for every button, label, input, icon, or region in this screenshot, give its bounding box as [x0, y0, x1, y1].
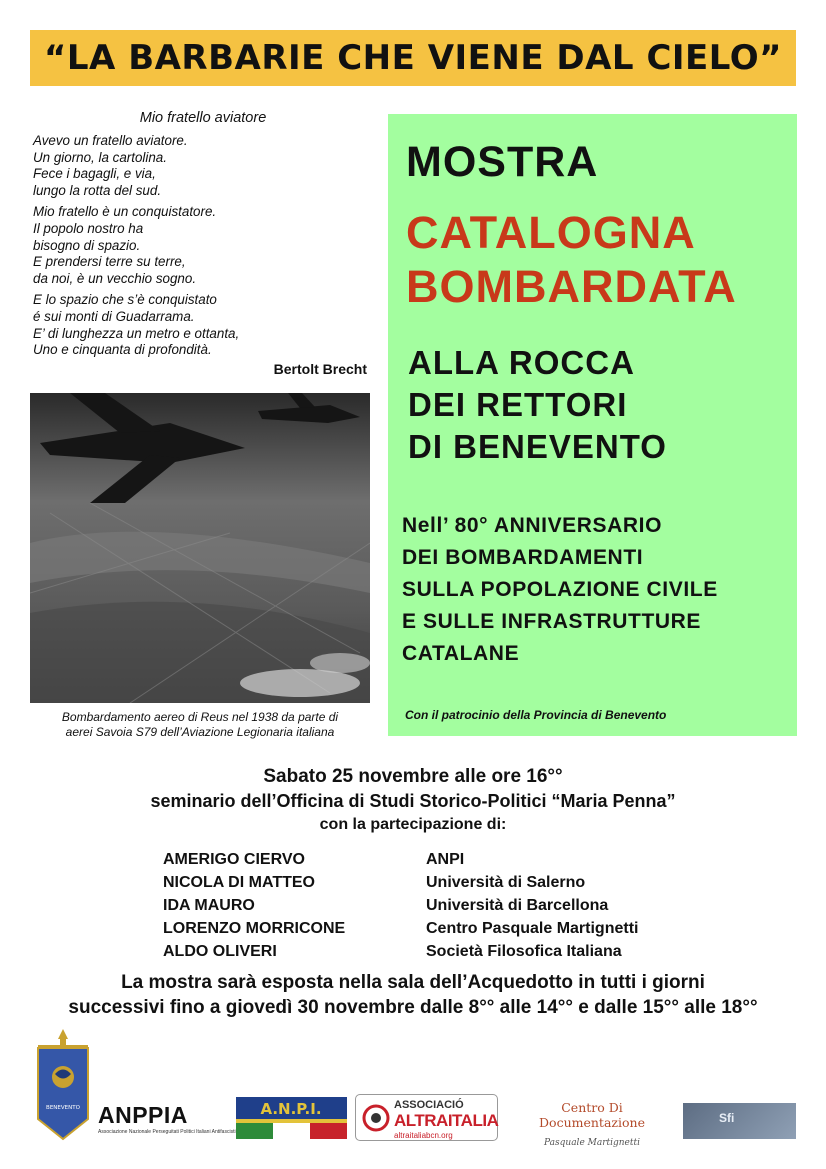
- sfi-logo: Sfi: [683, 1103, 796, 1139]
- poem-title: Mio fratello aviatore: [139, 110, 267, 126]
- anpi-label: A.N.P.I.: [260, 1100, 322, 1118]
- photo-caption: Bombardamento aereo di Reus nel 1938 da parte di aerei Savoia S79 dell’Aviazione Legionaria italiana: [61, 710, 339, 739]
- speakers-list: [163, 848, 638, 963]
- speaker-affiliation: Società Filosofica Italiana: [426, 943, 622, 960]
- anppia-logo: ANPPIA Associazione Nazionale Perseguitati Politici Italiani Antifascisti: [98, 1102, 236, 1135]
- poem-line: é sui monti di Guadarrama.: [33, 308, 195, 324]
- exhibit-label: MOSTRA: [406, 138, 599, 186]
- list-item: [163, 940, 638, 963]
- speaker-name: AMERIGO CIERVO: [163, 851, 305, 868]
- list-item: [163, 871, 638, 894]
- poem-line: E lo spazio che s’è conquistato: [33, 291, 217, 307]
- closing-note: La mostra sarà esposta nella sala dell’Acquedotto in tutti i giorni successivi fino a giovedì 30 novembre dalle 8°° alle 14°° e dalle 15°° alle 18°°: [68, 972, 758, 1018]
- provincia-label: BENEVENTO: [46, 1105, 80, 1111]
- poem-line: E’ di lunghezza un metro e ottanta,: [33, 325, 240, 341]
- exhibit-anniversary: Nell’ 80° ANNIVERSARIO DEI BOMBARDAMENTI SULLA POPOLAZIONE CIVILE E SULLE INFRASTRUTTURE CATALANE: [402, 514, 718, 665]
- event-info: [0, 764, 826, 836]
- poem-stanza: [33, 292, 373, 359]
- speaker-affiliation: Università di Salerno: [426, 874, 586, 891]
- poem-author: Bertolt Brecht: [273, 361, 367, 378]
- page-title: “LA BARBARIE CHE VIENE DAL CIELO”: [44, 38, 782, 78]
- speaker-name: NICOLA DI MATTEO: [163, 874, 315, 891]
- poem-line: E prendersi terre su terre,: [33, 254, 186, 270]
- event-seminar: seminario dell’Officina di Studi Storico-Politici “Maria Penna”: [150, 791, 676, 811]
- title-banner: [30, 30, 796, 86]
- event-participation: con la partecipazione di:: [319, 816, 507, 833]
- speaker-affiliation: ANPI: [426, 851, 465, 868]
- poem-line: Il popolo nostro ha: [33, 220, 144, 236]
- poem-line: Un giorno, la cartolina.: [33, 149, 167, 165]
- event-date: Sabato 25 novembre alle ore 16°°: [263, 766, 563, 787]
- poem-stanza: [33, 204, 373, 288]
- speaker-name: ALDO OLIVERI: [163, 943, 277, 960]
- poem-line: lungo la rotta del sud.: [33, 183, 162, 199]
- poem-line: Avevo un fratello aviatore.: [33, 132, 188, 148]
- poem-line: Uno e cinquanta di profondità.: [33, 342, 212, 358]
- bombing-photo: [30, 393, 370, 703]
- speaker-name: LORENZO MORRICONE: [163, 920, 346, 937]
- poem-line: Mio fratello è un conquistatore.: [33, 203, 217, 219]
- patronage-note: Con il patrocinio della Provincia di Benevento: [405, 708, 667, 722]
- list-item: [163, 894, 638, 917]
- speaker-name: IDA MAURO: [163, 897, 255, 914]
- poem-line: Fece i bagagli, e via,: [33, 166, 156, 182]
- exhibit-location: ALLA ROCCA DEI RETTORI DI BENEVENTO: [408, 344, 667, 465]
- poem: [33, 110, 373, 378]
- poem-line: da noi, è un vecchio sogno.: [33, 271, 197, 287]
- poem-line: bisogno di spazio.: [33, 237, 141, 253]
- exhibit-box: [388, 114, 797, 736]
- anpi-logo: [236, 1097, 347, 1139]
- centro-documentazione-logo: Centro Di Documentazione Pasquale Martignetti: [539, 1100, 645, 1148]
- list-item: [163, 917, 638, 940]
- list-item: [163, 848, 638, 871]
- exhibit-title: CATALOGNA BOMBARDATA: [406, 207, 737, 312]
- speaker-affiliation: Università di Barcellona: [426, 897, 609, 914]
- altraitalia-logo: ASSOCIACIÓ ALTRAITALIA altraitaliabcn.org: [355, 1094, 498, 1141]
- poem-stanza: [33, 133, 373, 200]
- altraitalia-emblem-icon: [362, 1104, 390, 1132]
- provincia-banner-logo: [30, 1027, 96, 1142]
- speaker-affiliation: Centro Pasquale Martignetti: [426, 920, 639, 937]
